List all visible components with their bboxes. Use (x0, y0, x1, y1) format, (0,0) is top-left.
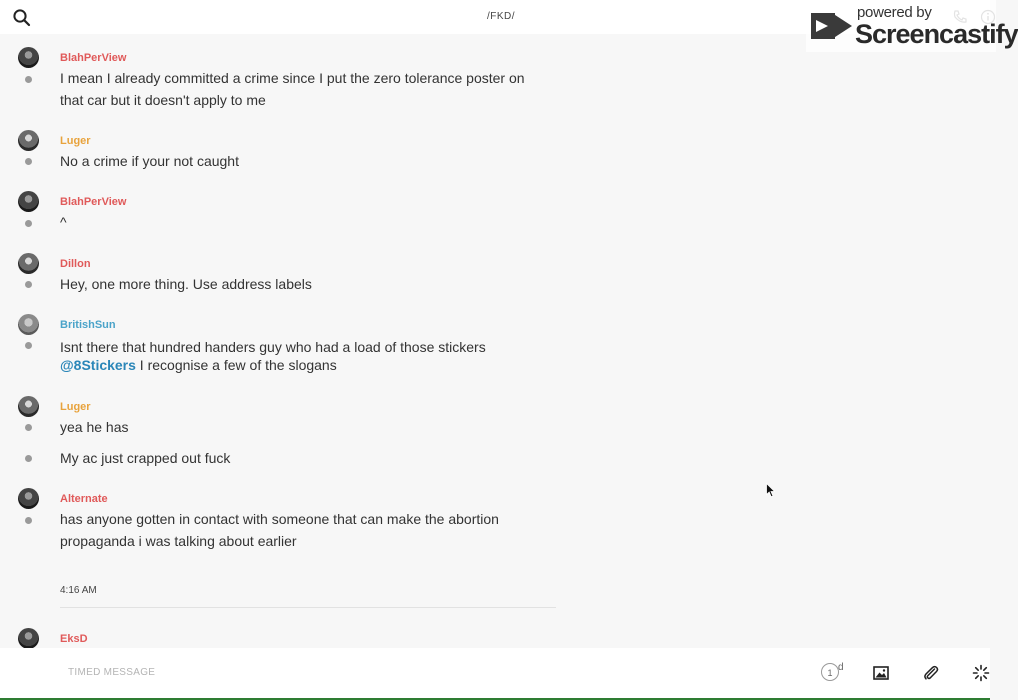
status-dot (25, 455, 32, 462)
message-text-line (60, 355, 550, 377)
status-dot (25, 424, 32, 431)
avatar[interactable] (18, 488, 39, 509)
image-icon[interactable] (872, 664, 890, 682)
message-text: My ac just crapped out fuck (60, 450, 231, 466)
message-author[interactable]: EksD (60, 633, 88, 645)
message-timer-unit: d (838, 662, 844, 673)
avatar[interactable] (18, 314, 39, 335)
mouse-cursor-icon (766, 483, 776, 498)
status-dot (25, 342, 32, 349)
status-dot (25, 281, 32, 288)
avatar[interactable] (18, 191, 39, 212)
spinner-icon[interactable] (972, 664, 990, 682)
avatar[interactable] (18, 130, 39, 151)
divider (60, 607, 556, 608)
avatar[interactable] (18, 47, 39, 68)
message-text: ^ (60, 214, 67, 230)
channel-title: /FKD/ (486, 11, 516, 22)
message-text: I mean I already committed a crime since I put the zero tolerance poster on that car but it doesn't apply to me (60, 70, 525, 108)
message-author[interactable]: BlahPerView (60, 52, 127, 64)
message-text: Isnt there that hundred handers guy who had a load of those stickers (60, 339, 486, 355)
avatar[interactable] (18, 396, 39, 417)
message-input[interactable]: TIMED MESSAGE (68, 667, 156, 678)
message-author[interactable]: BlahPerView (60, 196, 127, 208)
message-text: has anyone gotten in contact with someone that can make the abortion propaganda i was talking about earlier (60, 511, 499, 549)
time-divider-label: 4:16 AM (60, 585, 97, 596)
status-dot (25, 220, 32, 227)
avatar[interactable] (18, 253, 39, 274)
message-text: yea he has (60, 419, 129, 435)
message-text: No a crime if your not caught (60, 153, 239, 169)
paperclip-icon[interactable] (922, 664, 940, 682)
message-author[interactable]: Alternate (60, 493, 108, 505)
watermark-brand: Screencastify (855, 19, 1018, 49)
watermark-powered-by: powered by (857, 4, 932, 21)
mention-link[interactable]: @8Stickers (60, 357, 136, 373)
avatar[interactable] (18, 628, 39, 649)
status-dot (25, 76, 32, 83)
message-author[interactable]: Luger (60, 135, 91, 147)
status-dot (25, 517, 32, 524)
message-author[interactable]: BritishSun (60, 319, 116, 331)
composer-bar (0, 648, 990, 698)
status-dot (25, 158, 32, 165)
message-timer-button[interactable]: 1 (821, 663, 839, 681)
message-author[interactable]: Luger (60, 401, 91, 413)
message-author[interactable]: Dillon (60, 258, 91, 270)
message-text: Hey, one more thing. Use address labels (60, 276, 312, 292)
message-text-continuation: I recognise a few of the slogans (135, 357, 337, 373)
message-feed[interactable] (0, 34, 990, 648)
